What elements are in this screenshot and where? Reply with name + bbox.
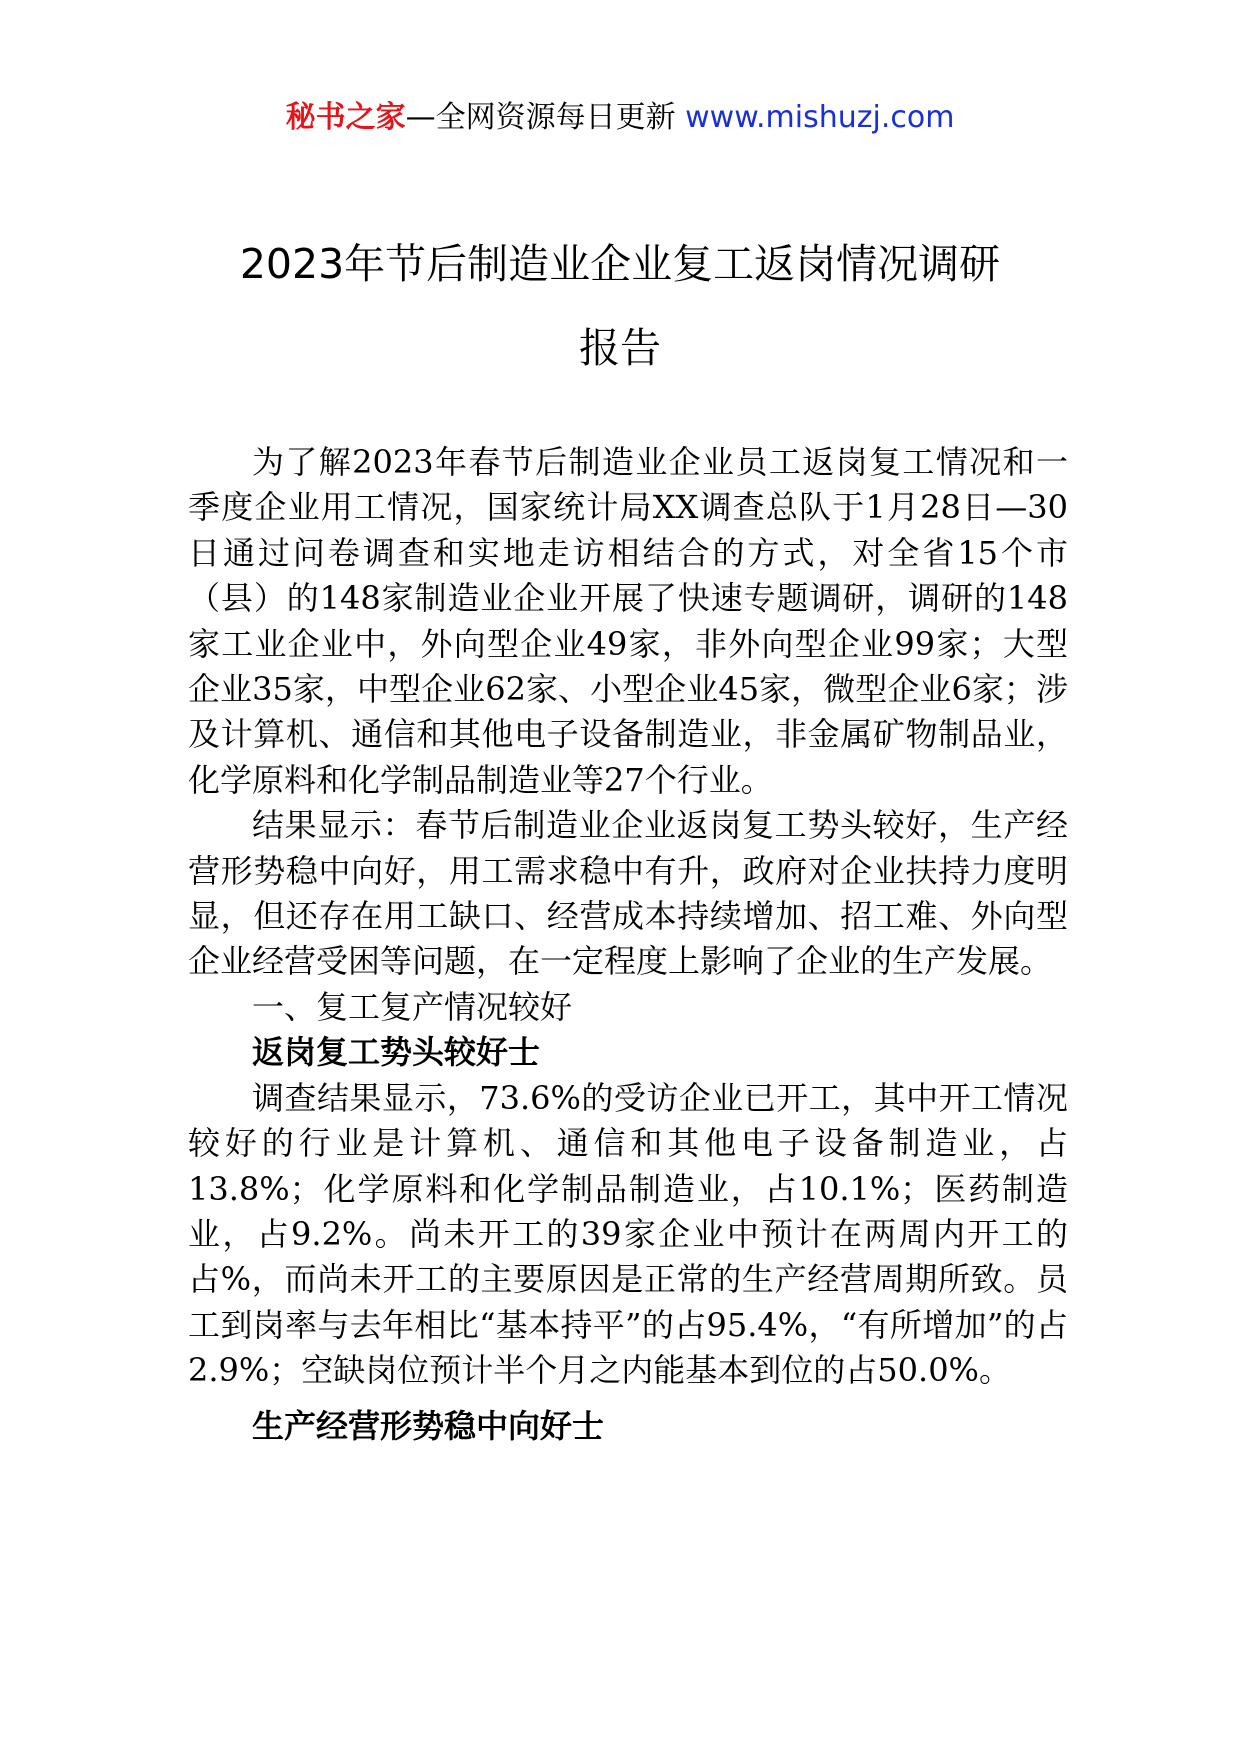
brand-name: 秘书之家 xyxy=(285,100,406,135)
document-title-line-1: 2023年节后制造业企业复工返岗情况调研 xyxy=(239,240,1001,288)
document-body xyxy=(188,440,1068,1449)
site-header-banner xyxy=(0,98,1240,138)
survey-results-paragraph: 调查结果显示，73.6%的受访企业已开工，其中开工情况较好的行业是计算机、通信和其他电子设备制造业，占13.8%；化学原料和化学制品制造业，占10.1%；医药制造业，占9.2%。尚未开工的39家企业中预计在两周内开工的占%，而尚未开工的主要原因是正常的生产经营周期所致。员工到岗率与去年相比“基本持平”的占95.4%，“有所增加”的占2.9%；空缺岗位预计半个月之内能基本到位的占50.0%。 xyxy=(188,1078,1068,1390)
results-paragraph: 结果显示：春节后制造业企业返岗复工势头较好，生产经营形势稳中向好，用工需求稳中有升，政府对企业扶持力度明显，但还存在用工缺口、经营成本持续增加、招工难、外向型企业经营受困等问题，在一定程度上影响了企业的生产发展。 xyxy=(188,806,1068,981)
intro-paragraph: 为了解2023年春节后制造业企业员工返岗复工情况和一季度企业用工情况，国家统计局XX调查总队于1月28日—30日通过问卷调查和实地走访相结合的方式，对全省15个市（县）的148家制造业企业开展了快速专题调研，调研的148家工业企业中，外向型企业49家，非外向型企业99家；大型企业35家，中型企业62家、小型企业45家，微型企业6家；涉及计算机、通信和其他电子设备制造业，非金属矿物制品业，化学原料和化学制品制造业等27个行业。 xyxy=(188,443,1068,799)
section-heading-1: 一、复工复产情况较好 xyxy=(252,987,573,1026)
subheading-return-to-work: 返岗复工势头较好士 xyxy=(252,1033,541,1072)
document-title-line-2: 报告 xyxy=(579,324,661,372)
site-url-link[interactable]: www.mishuzj.com xyxy=(685,100,955,135)
subheading-production-operation: 生产经营形势稳中向好士 xyxy=(252,1406,605,1445)
header-tagline: —全网资源每日更新 xyxy=(405,100,686,135)
